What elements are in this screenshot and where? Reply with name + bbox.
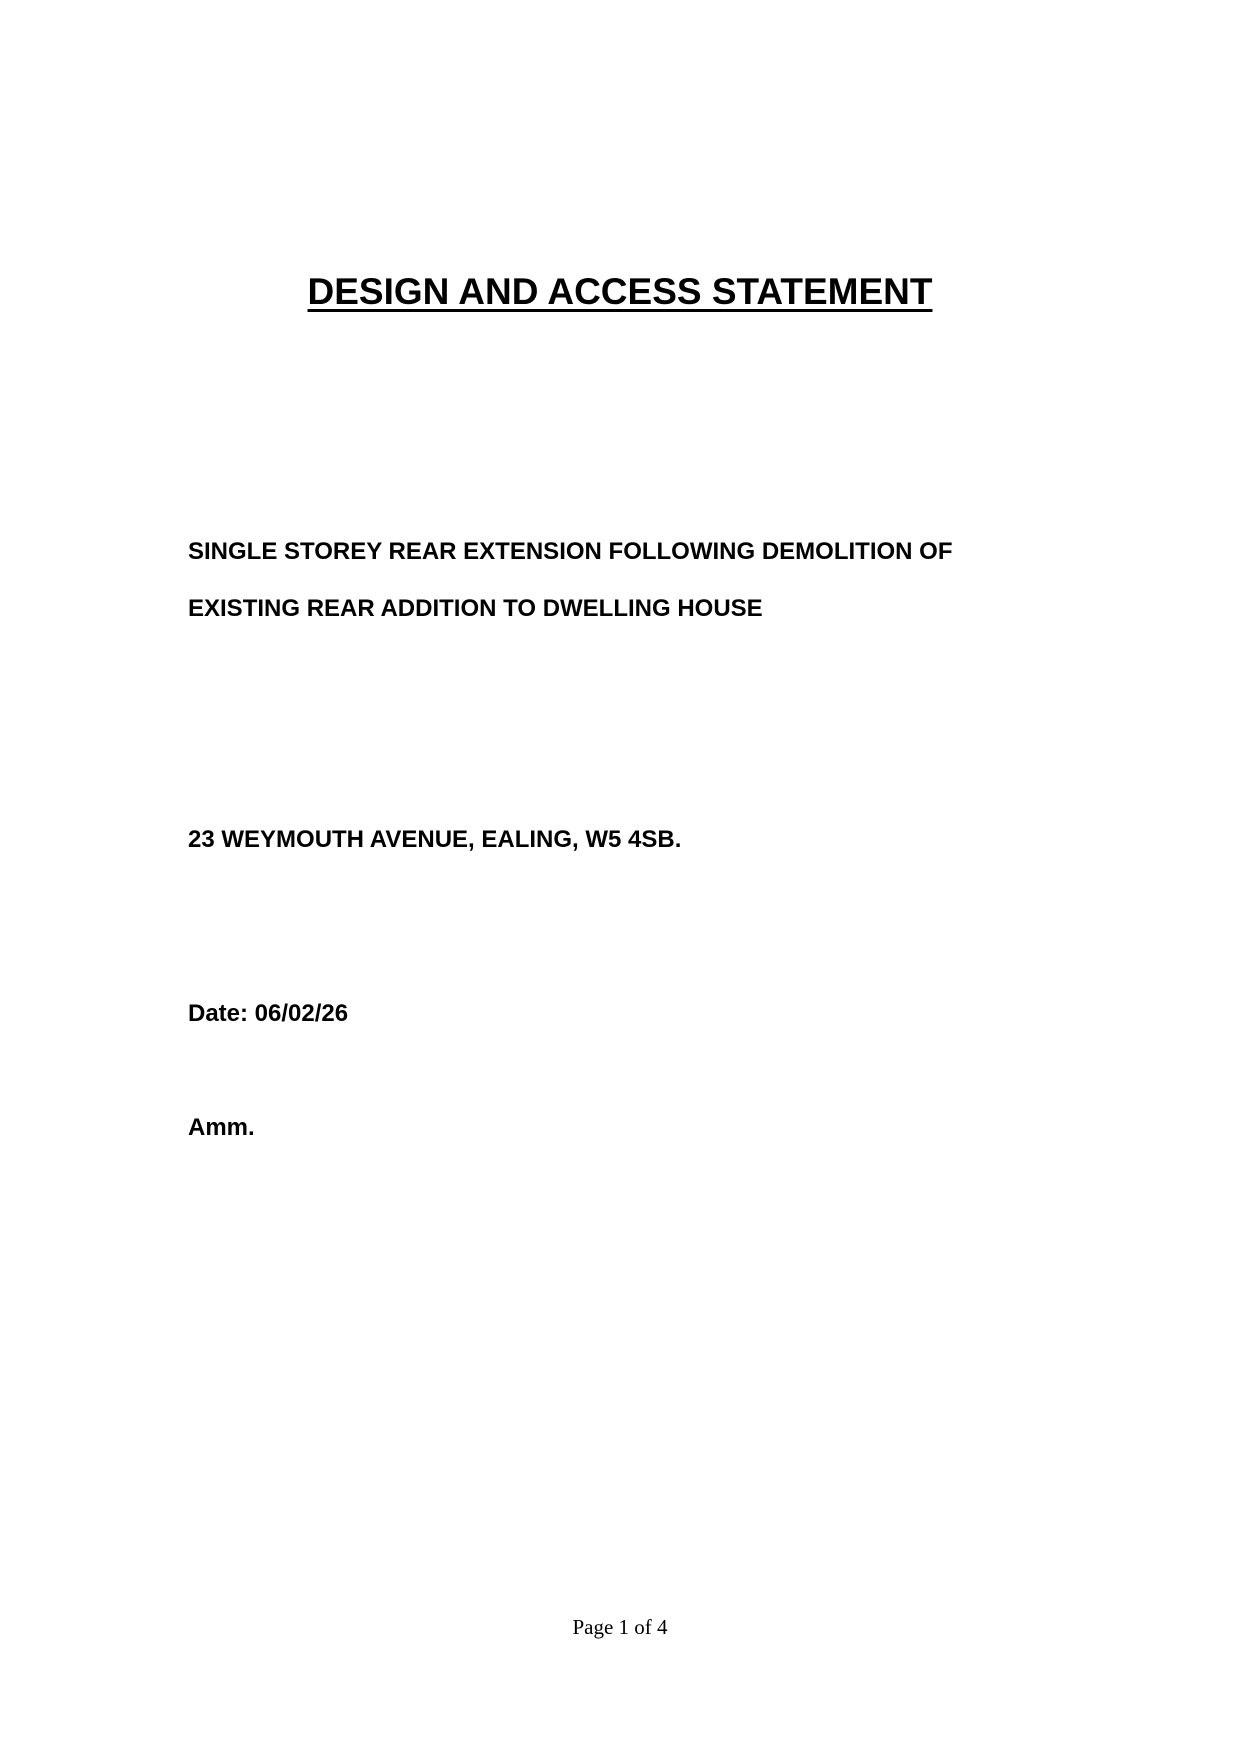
document-title: DESIGN AND ACCESS STATEMENT (307, 271, 933, 312)
author-initials: Amm. (188, 1114, 255, 1141)
site-address: 23 WEYMOUTH AVENUE, EALING, W5 4SB. (188, 826, 682, 853)
project-description-line-2: EXISTING REAR ADDITION TO DWELLING HOUSE (188, 595, 763, 622)
page-number: Page 1 of 4 (572, 1615, 668, 1639)
project-description-line-1: SINGLE STOREY REAR EXTENSION FOLLOWING DEMOLITION OF (188, 538, 953, 565)
document-date: Date: 06/02/26 (188, 1000, 349, 1027)
